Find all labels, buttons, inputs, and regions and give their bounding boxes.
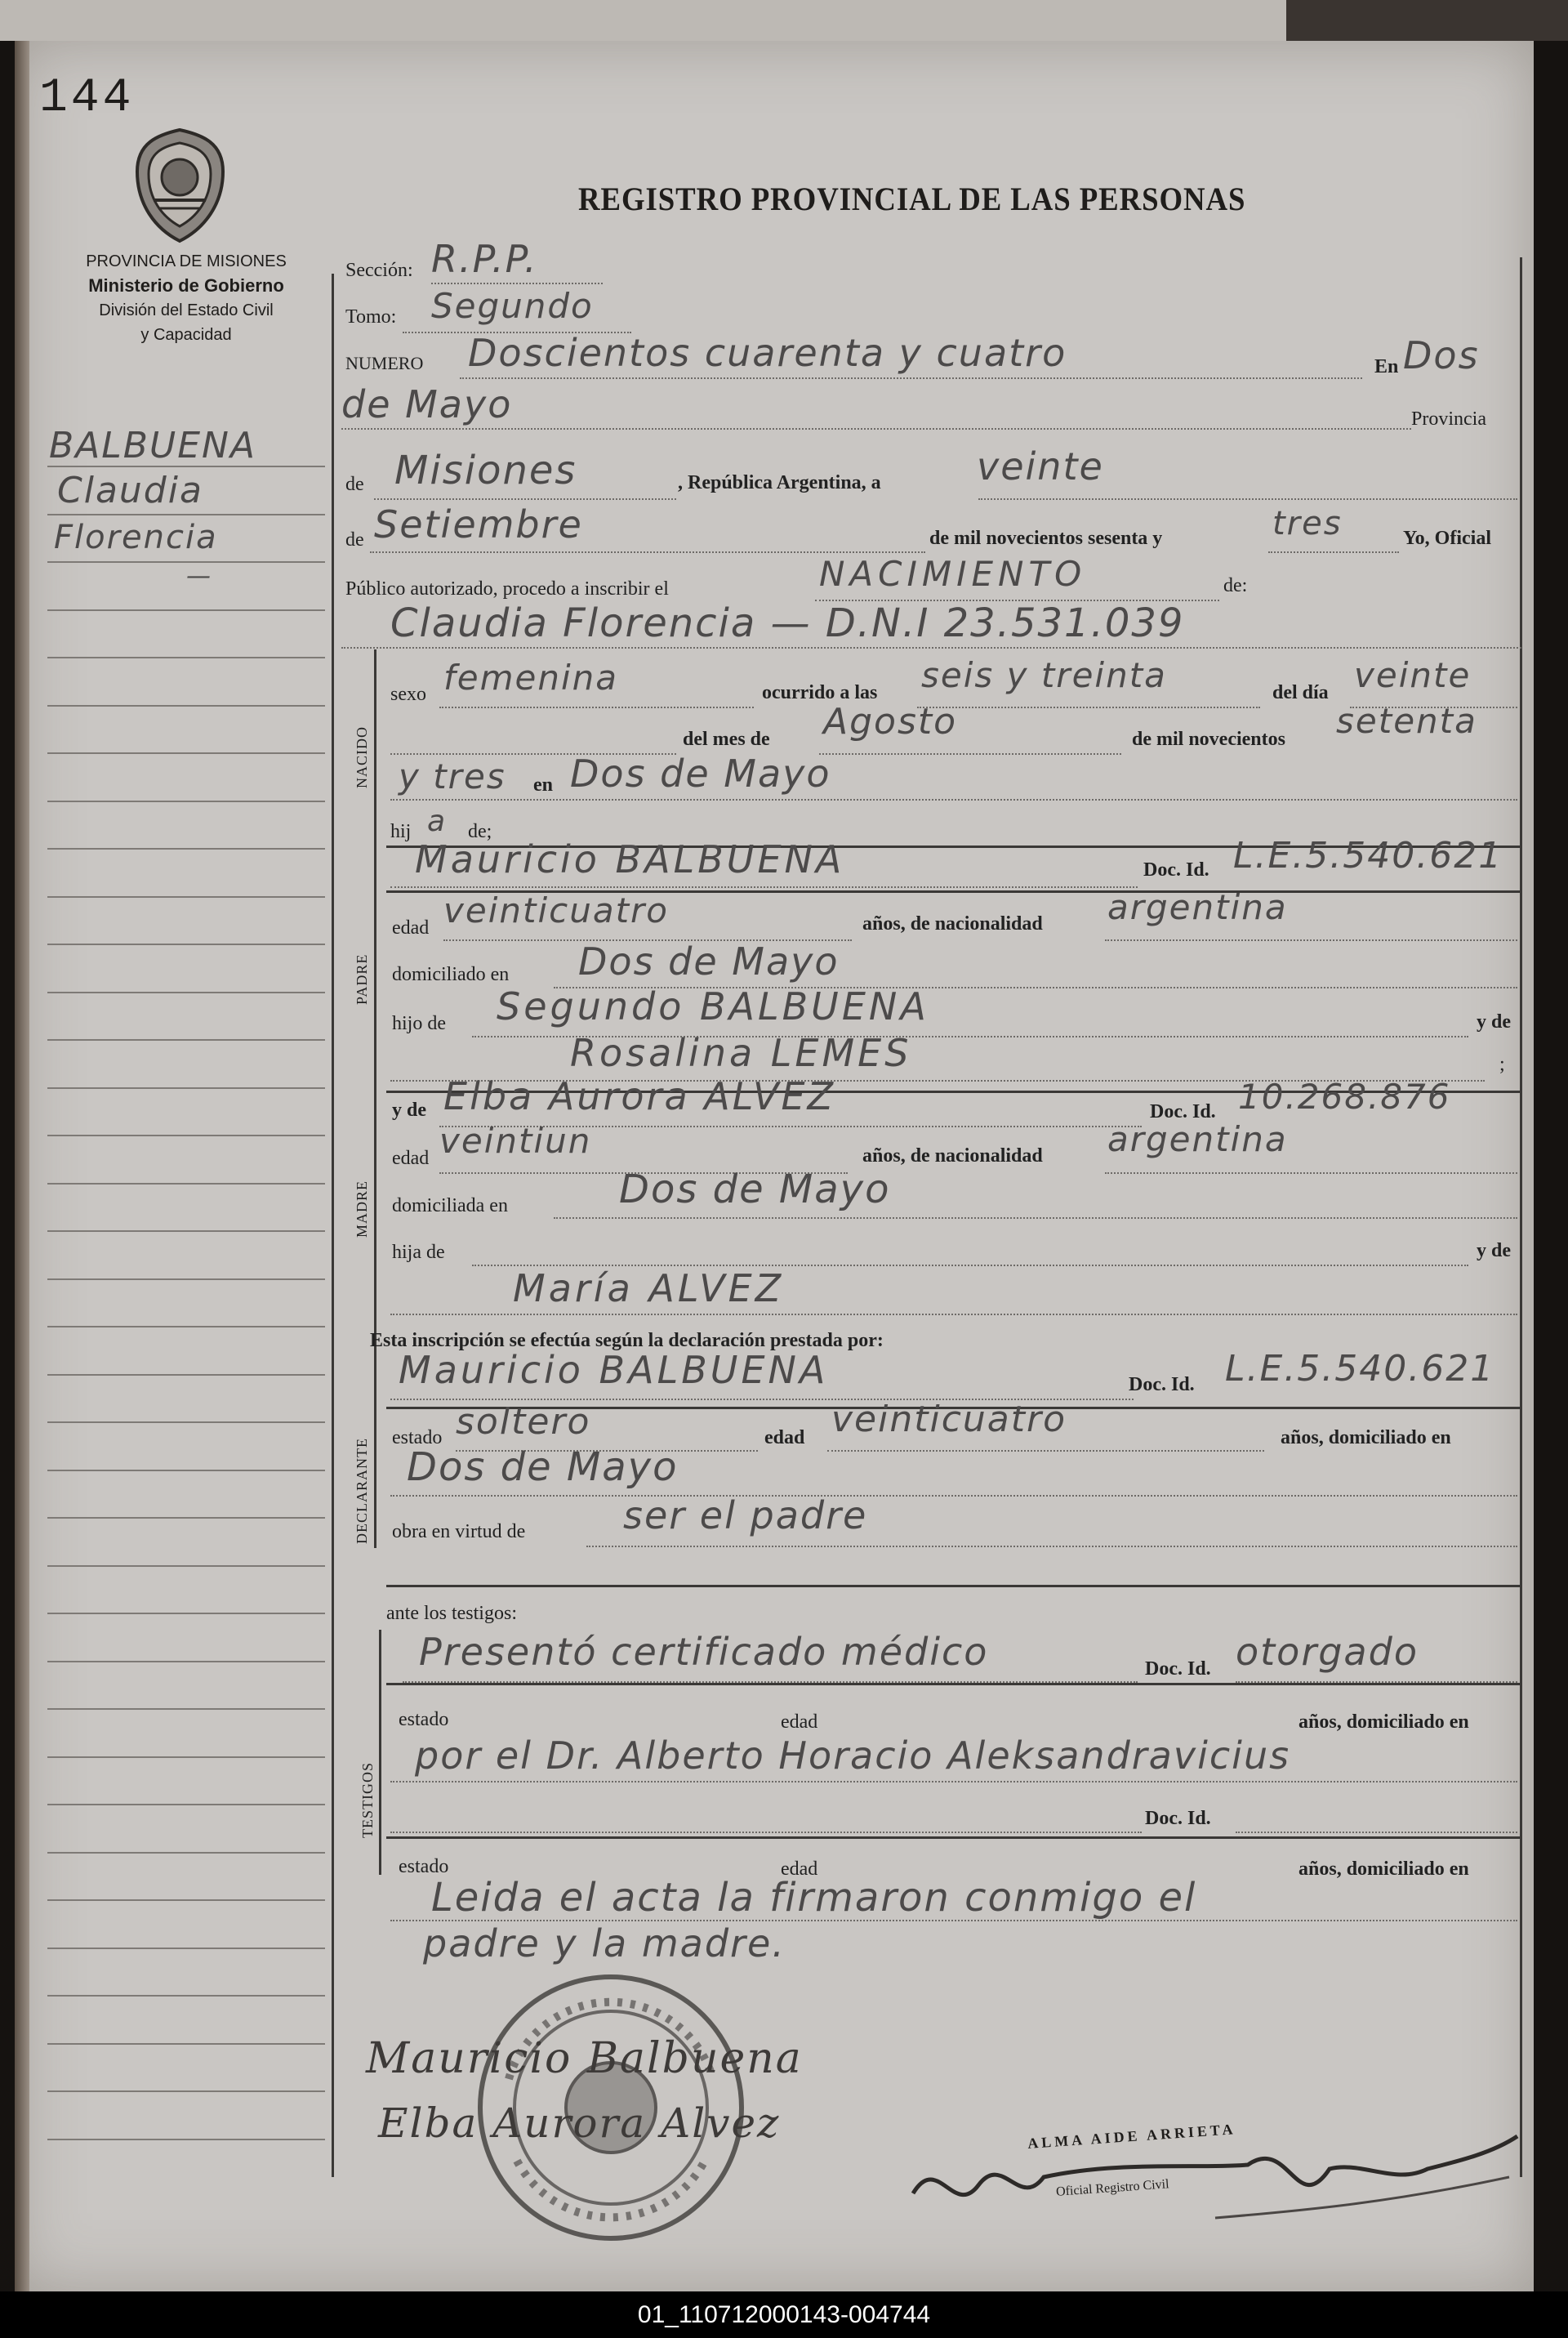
label-republica: , República Argentina, a bbox=[678, 472, 881, 493]
value-numero: Doscientos cuarenta y cuatro bbox=[468, 331, 1067, 375]
value-decl-edad: veinticuatro bbox=[831, 1399, 1067, 1440]
label-doc-padre: Doc. Id. bbox=[1143, 859, 1209, 881]
margin-given1: Claudia bbox=[57, 470, 203, 511]
label-estado-test2: estado bbox=[399, 1856, 449, 1877]
value-lugar1: Dos bbox=[1403, 333, 1480, 377]
line-madre-nac bbox=[1105, 1172, 1517, 1174]
margin-ruled-line bbox=[47, 1804, 325, 1805]
line-dia bbox=[978, 498, 1517, 500]
value-madre-nombre: Elba Aurora ALVEZ bbox=[443, 1074, 836, 1118]
value-decl-doc: L.E.5.540.621 bbox=[1225, 1348, 1495, 1390]
line-hora bbox=[917, 707, 1260, 708]
value-test1: Presentó certificado médico bbox=[419, 1630, 989, 1674]
section-madre: MADRE bbox=[354, 1180, 370, 1238]
margin-ruled-line bbox=[47, 1852, 325, 1854]
label-del-dia: del día bbox=[1272, 682, 1329, 703]
value-provincia: Misiones bbox=[394, 448, 577, 493]
signature-madre: Elba Aurora Alvez bbox=[378, 2099, 781, 2147]
margin-ruled-line bbox=[47, 1087, 325, 1089]
label-estado-test1: estado bbox=[399, 1709, 449, 1730]
value-lugar-nac: Dos de Mayo bbox=[570, 752, 831, 796]
margin-ruled-line bbox=[47, 896, 325, 898]
value-madre-edad: veintiun bbox=[439, 1121, 592, 1161]
label-inscripcion: Esta inscripción se efectúa según la declaración prestada por: bbox=[370, 1330, 884, 1351]
label-mil-nov2: de mil novecientos bbox=[1132, 729, 1285, 750]
frame-left-border bbox=[332, 274, 334, 2177]
page-title: REGISTRO PROVINCIAL DE LAS PERSONAS bbox=[578, 181, 1246, 217]
section-divider-left bbox=[374, 649, 376, 1548]
value-decl-dom: Dos de Mayo bbox=[407, 1444, 679, 1490]
margin-ruled-line bbox=[47, 2043, 325, 2045]
margin-ruled-line bbox=[47, 1039, 325, 1041]
margin-ruled-line bbox=[47, 609, 325, 611]
line-lugar2 bbox=[341, 428, 1411, 430]
margin-ruled-line bbox=[47, 466, 325, 467]
value-mes: Setiembre bbox=[374, 502, 583, 547]
margin-ruled-line bbox=[47, 1899, 325, 1901]
margin-ruled-line bbox=[47, 1517, 325, 1519]
margin-ruled-line bbox=[47, 514, 325, 515]
issuer-line4: y Capacidad bbox=[140, 326, 232, 344]
value-decl-estado: soltero bbox=[456, 1401, 591, 1443]
value-abuela-paterna: Rosalina LEMES bbox=[570, 1031, 912, 1075]
issuer-line2: Ministerio de Gobierno bbox=[88, 275, 284, 296]
margin-ruled-line bbox=[47, 2090, 325, 2092]
label-dom-padre: domiciliado en bbox=[392, 964, 510, 985]
label-anos-dom-decl: años, domiciliado en bbox=[1281, 1427, 1451, 1448]
label-hij: hij bbox=[390, 821, 412, 842]
label-doc-test2: Doc. Id. bbox=[1145, 1808, 1211, 1829]
margin-ruled-line bbox=[47, 801, 325, 802]
line-padre-nac bbox=[1105, 939, 1517, 941]
margin-ruled-line bbox=[47, 705, 325, 707]
value-abuelo-paterno: Segundo BALBUENA bbox=[497, 984, 929, 1028]
label-ante: ante los testigos: bbox=[386, 1603, 517, 1624]
margin-ruled-line bbox=[47, 1565, 325, 1567]
value-padre-edad: veinticuatro bbox=[443, 890, 669, 930]
margin-ruled-line bbox=[47, 1183, 325, 1185]
register-page bbox=[15, 41, 1534, 2291]
value-abuela-materna: María ALVEZ bbox=[513, 1266, 785, 1310]
paper-edge bbox=[0, 0, 1286, 41]
label-provincia: Provincia bbox=[1411, 408, 1486, 430]
official-stamp-sub: Oficial Registro Civil bbox=[1055, 2177, 1170, 2199]
label-mil-novecientos: de mil novecientos sesenta y bbox=[929, 528, 1163, 549]
line-decl-dom bbox=[390, 1495, 1517, 1497]
line-provincia bbox=[374, 498, 676, 500]
value-dia-nac: veinte bbox=[1354, 655, 1472, 695]
margin-ruled-line bbox=[47, 752, 325, 754]
value-seccion: R.P.P. bbox=[431, 237, 538, 281]
value-padre-nac: argentina bbox=[1107, 887, 1288, 927]
label-del-mes: del mes de bbox=[683, 729, 770, 750]
label-doc-madre: Doc. Id. bbox=[1150, 1101, 1216, 1122]
margin-ruled-line bbox=[47, 1995, 325, 1997]
line-test2-name bbox=[390, 1832, 1142, 1833]
margin-ruled-line bbox=[47, 1374, 325, 1376]
line-decl-virtud bbox=[586, 1546, 1517, 1547]
line-test2 bbox=[390, 1781, 1517, 1783]
image-caption: 01_110712000143-004744 bbox=[0, 2291, 1568, 2338]
value-anio: tres bbox=[1272, 505, 1343, 542]
label-y-de-madre: y de bbox=[392, 1100, 426, 1121]
official-stamp-name: ALMA AIDE ARRIETA bbox=[1027, 2121, 1237, 2152]
margin-dash: — bbox=[186, 562, 212, 591]
label-seccion: Sección: bbox=[345, 260, 413, 281]
label-anos-dom-test2: años, domiciliado en bbox=[1298, 1858, 1469, 1880]
label-edad-decl: edad bbox=[764, 1427, 805, 1448]
value-sexo: femenina bbox=[443, 658, 619, 698]
section-padre: PADRE bbox=[354, 953, 370, 1005]
line-decl-edad bbox=[827, 1450, 1264, 1452]
margin-ruled-line bbox=[47, 2139, 325, 2140]
label-anos-dom-test1: años, domiciliado en bbox=[1298, 1711, 1469, 1733]
line-mes-nac bbox=[819, 753, 1121, 755]
label-de3: de: bbox=[1223, 575, 1248, 596]
value-madre-nac: argentina bbox=[1107, 1119, 1288, 1159]
section-nacido: NACIDO bbox=[354, 726, 370, 788]
value-anio-nac-b: y tres bbox=[399, 756, 506, 796]
value-padre-nombre: Mauricio BALBUENA bbox=[415, 837, 845, 881]
rule-declarante bbox=[386, 1585, 1521, 1587]
margin-surname: BALBUENA bbox=[49, 425, 257, 466]
value-decl-nombre: Mauricio BALBUENA bbox=[399, 1348, 829, 1392]
margin-ruled-line bbox=[47, 848, 325, 850]
label-doc-test1: Doc. Id. bbox=[1145, 1658, 1211, 1680]
line-anio bbox=[1268, 551, 1399, 553]
signature-padre: Mauricio Balbuena bbox=[366, 2034, 803, 2083]
label-en2: en bbox=[533, 774, 553, 796]
label-de: de bbox=[345, 474, 364, 495]
line-lugar-nac bbox=[390, 799, 1517, 801]
value-nota1: Leida el acta la firmaron conmigo el bbox=[431, 1875, 1197, 1921]
value-test2: por el Dr. Alberto Horacio Aleksandravicius bbox=[415, 1733, 1291, 1778]
top-strip bbox=[0, 0, 1568, 41]
label-ocurrido: ocurrido a las bbox=[762, 682, 878, 703]
line-test2-doc bbox=[1236, 1832, 1517, 1833]
label-nac-madre: años, de nacionalidad bbox=[862, 1145, 1043, 1167]
label-numero: NUMERO bbox=[345, 353, 424, 373]
label-de2: de bbox=[345, 529, 364, 551]
label-edad-test2: edad bbox=[781, 1858, 818, 1880]
margin-ruled-line bbox=[47, 944, 325, 945]
label-semicolon: ; bbox=[1499, 1054, 1505, 1075]
value-hora: seis y treinta bbox=[921, 655, 1167, 695]
label-doc-decl: Doc. Id. bbox=[1129, 1374, 1195, 1395]
rule-test1 bbox=[386, 1683, 1521, 1685]
label-y-de-padre: y de bbox=[1477, 1011, 1511, 1033]
section-declarante: DECLARANTE bbox=[354, 1438, 370, 1544]
margin-ruled-line bbox=[47, 1230, 325, 1232]
line-numero bbox=[460, 377, 1362, 379]
value-padre-dom: Dos de Mayo bbox=[578, 939, 840, 984]
line-mes bbox=[370, 551, 925, 553]
line-padre-nombre bbox=[390, 886, 1138, 888]
line-nombre bbox=[341, 647, 1521, 649]
value-test1-doc: otorgado bbox=[1236, 1630, 1419, 1674]
issuer-line3: División del Estado Civil bbox=[99, 301, 274, 319]
issuer-block bbox=[39, 249, 333, 347]
value-dia: veinte bbox=[977, 444, 1104, 489]
value-mes-nac: Agosto bbox=[823, 701, 958, 743]
section-testigos: TESTIGOS bbox=[359, 1762, 376, 1838]
label-de4: de; bbox=[468, 821, 492, 842]
label-obra: obra en virtud de bbox=[392, 1521, 526, 1542]
value-madre-doc: 10.268.876 bbox=[1238, 1077, 1451, 1117]
value-madre-dom: Dos de Mayo bbox=[619, 1167, 891, 1212]
label-yo-oficial: Yo, Oficial bbox=[1403, 528, 1491, 549]
value-lugar2: de Mayo bbox=[341, 382, 513, 426]
margin-ruled-line bbox=[47, 1613, 325, 1614]
rule-test2 bbox=[386, 1836, 1521, 1839]
value-nombre: Claudia Florencia — D.N.I 23.531.039 bbox=[390, 600, 1185, 646]
margin-ruled-line bbox=[47, 1661, 325, 1662]
margin-ruled-line bbox=[47, 1708, 325, 1710]
issuer-line1: PROVINCIA DE MISIONES bbox=[86, 252, 287, 270]
coat-of-arms-icon bbox=[129, 127, 231, 245]
label-hijo-de: hijo de bbox=[392, 1013, 446, 1034]
value-anio-nac-a: setenta bbox=[1336, 701, 1477, 741]
label-estado-decl: estado bbox=[392, 1427, 443, 1448]
label-hija-de: hija de bbox=[392, 1242, 445, 1263]
value-hij-suffix: a bbox=[427, 805, 448, 838]
margin-given2: Florencia bbox=[54, 519, 218, 556]
line-madre-dom bbox=[554, 1217, 1517, 1219]
book-spine bbox=[15, 41, 29, 2291]
label-tomo: Tomo: bbox=[345, 306, 397, 328]
label-nac-padre: años, de nacionalidad bbox=[862, 913, 1043, 935]
value-nota2: padre y la madre. bbox=[423, 1921, 786, 1965]
line-sexo bbox=[439, 707, 754, 708]
label-y-de-madre2: y de bbox=[1477, 1240, 1511, 1261]
margin-ruled-line bbox=[47, 657, 325, 658]
margin-ruled-line bbox=[47, 1948, 325, 1949]
label-edad-test1: edad bbox=[781, 1711, 818, 1733]
margin-ruled-line bbox=[47, 1278, 325, 1280]
frame-right-border bbox=[1520, 257, 1522, 2177]
label-en: En bbox=[1374, 356, 1399, 377]
margin-ruled-line bbox=[47, 992, 325, 993]
label-publico: Público autorizado, procedo a inscribir el bbox=[345, 578, 669, 600]
label-sexo: sexo bbox=[390, 684, 426, 705]
official-signature-icon bbox=[905, 2120, 1526, 2234]
value-tomo: Segundo bbox=[431, 286, 594, 326]
label-edad-madre: edad bbox=[392, 1148, 430, 1169]
margin-ruled-line bbox=[47, 1421, 325, 1423]
section-divider-testigos bbox=[379, 1630, 381, 1875]
value-decl-virtud: ser el padre bbox=[623, 1493, 868, 1537]
value-padre-doc: L.E.5.540.621 bbox=[1233, 835, 1503, 877]
margin-ruled-line bbox=[47, 1470, 325, 1471]
margin-ruled-line bbox=[47, 1135, 325, 1136]
margin-ruled-line bbox=[47, 561, 325, 563]
margin-ruled-line bbox=[47, 1326, 325, 1327]
line-abuela-materna bbox=[390, 1314, 1517, 1315]
line-seccion bbox=[431, 283, 603, 284]
label-edad-padre: edad bbox=[392, 917, 430, 939]
margin-ruled-line bbox=[47, 1756, 325, 1758]
value-acto: NACIMIENTO bbox=[819, 554, 1087, 594]
page-number: 144 bbox=[39, 72, 135, 125]
label-dom-madre: domiciliada en bbox=[392, 1195, 508, 1216]
